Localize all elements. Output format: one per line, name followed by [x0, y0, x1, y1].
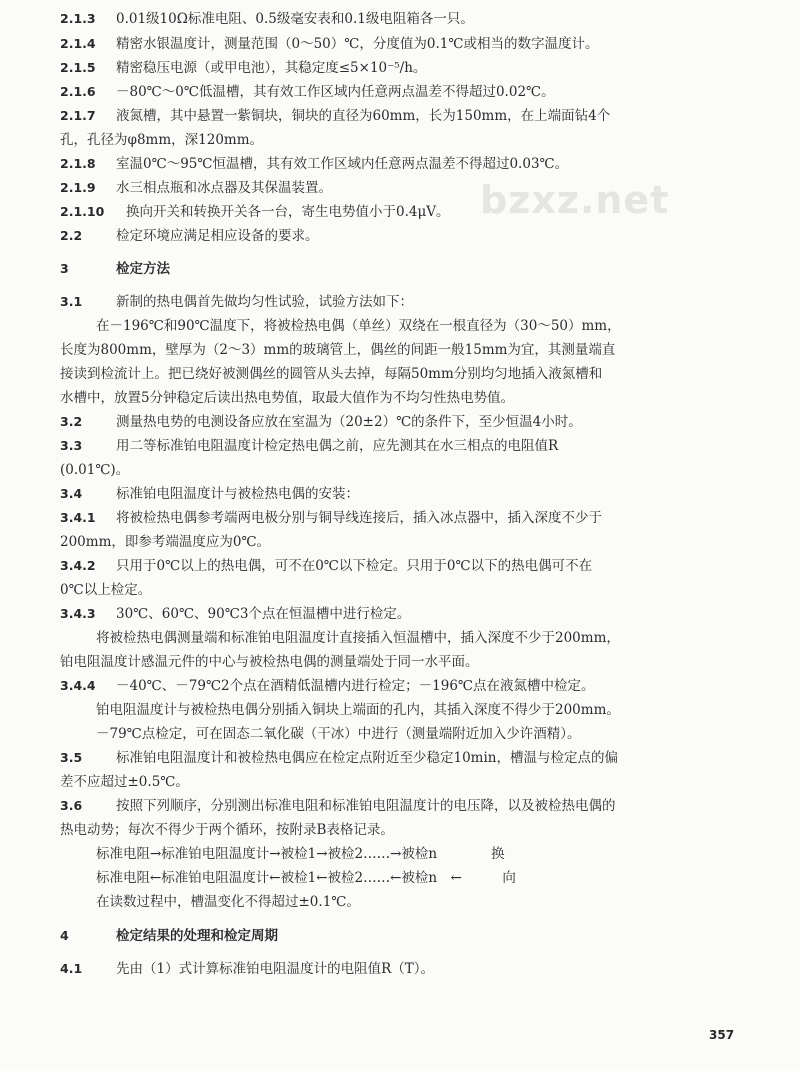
- text-line: [60, 365, 750, 383]
- text-line: [60, 131, 750, 149]
- text-line: [60, 83, 750, 101]
- clause-text: 标准铂电阻温度计与被检热电偶的安装：: [116, 486, 359, 502]
- text-line: [96, 869, 750, 887]
- clause-number: 3.4.1: [60, 510, 96, 525]
- section-heading: 检定结果的处理和检定周期: [116, 928, 278, 944]
- text-line: [96, 845, 750, 863]
- clause-text: 200mm，即参考端温度应为0℃。: [60, 534, 271, 550]
- clause-text: 接读到检流计上。把已绕好被测偶丝的圆管从头去掉，每隔50mm分别均匀地插入液氮槽和: [60, 366, 603, 382]
- text-line: [60, 653, 750, 671]
- clause-number: 2.1.5: [60, 60, 96, 75]
- text-line: [60, 10, 750, 28]
- clause-number: 2.1.7: [60, 108, 96, 123]
- watermark: bzxz.net: [480, 178, 670, 222]
- text-line: [60, 927, 750, 945]
- text-line: [60, 821, 750, 839]
- clause-text: 检定环境应满足相应设备的要求。: [116, 228, 319, 244]
- clause-text: 铂电阻温度计与被检热电偶分别插入铜块上端面的孔内，其插入深度不得少于200mm。: [96, 702, 620, 718]
- text-line: [60, 389, 750, 407]
- clause-text: －40℃、－79℃2个点在酒精低温槽内进行检定；－196℃点在液氮槽中检定。: [116, 678, 595, 694]
- clause-text: 30℃、60℃、90℃3个点在恒温槽中进行检定。: [116, 606, 411, 622]
- text-line: [60, 107, 750, 125]
- clause-text: 在读数过程中，槽温变化不得超过±0.1℃。: [96, 894, 360, 910]
- text-line: [60, 677, 750, 695]
- clause-text: 用二等标准铂电阻温度计检定热电偶之前，应先测其在水三相点的电阻值R: [116, 438, 559, 454]
- clause-text: 将被检热电偶参考端两电极分别与铜导线连接后，插入冰点器中，插入深度不少于: [116, 510, 602, 526]
- clause-text: 先由（1）式计算标准铂电阻温度计的电阻值R（T）。: [116, 961, 435, 977]
- clause-text: 液氮槽，其中悬置一紫铜块，铜块的直径为60mm，长为150mm，在上端面钻4个: [116, 108, 611, 124]
- clause-text: 水三相点瓶和冰点器及其保温装置。: [116, 180, 332, 196]
- section-heading: 检定方法: [116, 261, 170, 277]
- text-line: [96, 725, 750, 743]
- clause-text: 孔，孔径为φ8mm，深120mm。: [60, 132, 264, 148]
- text-line: [60, 461, 750, 479]
- clause-text: 按照下列顺序，分别测出标准电阻和标准铂电阻温度计的电压降，以及被检热电偶的: [116, 798, 616, 814]
- text-line: [60, 557, 750, 575]
- text-line: [60, 59, 750, 77]
- text-line: [60, 509, 750, 527]
- text-line: [60, 203, 750, 221]
- text-line: [60, 293, 750, 311]
- clause-text: 铂电阻温度计感温元件的中心与被检热电偶的测量端处于同一水平面。: [60, 654, 479, 670]
- clause-text: －79℃点检定，可在固态二氧化碳（干冰）中进行（测量端附近加入少许酒精）。: [96, 726, 581, 742]
- clause-number: 4.1: [60, 961, 83, 976]
- clause-text: －80℃～0℃低温槽，其有效工作区域内任意两点温差不得超过0.02℃。: [116, 84, 555, 100]
- clause-text: 只用于0℃以上的热电偶，可不在0℃以下检定。只用于0℃以下的热电偶可不在: [116, 558, 593, 574]
- clause-number: 2.1.4: [60, 36, 96, 51]
- clause-number: 3.4.2: [60, 558, 96, 573]
- clause-text: 新制的热电偶首先做均匀性试验，试验方法如下：: [116, 294, 413, 310]
- clause-text: 水槽中，放置5分钟稳定后读出热电势值，取最大值作为不均匀性热电势值。: [60, 390, 515, 406]
- text-line: [96, 317, 750, 335]
- clause-text: 0℃以上检定。: [60, 582, 152, 598]
- clause-number: 3.4.4: [60, 678, 96, 693]
- clause-text: 精密稳压电源（或甲电池），其稳定度≤5×10⁻⁵/h。: [116, 60, 427, 76]
- text-line: [60, 437, 750, 455]
- clause-number: 3.2: [60, 414, 83, 429]
- clause-text: 在－196℃和90℃温度下，将被检热电偶（单丝）双绕在一根直径为（30～50）mm，: [96, 318, 621, 334]
- clause-text: 标准电阻←标准铂电阻温度计←被检1←被检2……←被检n ← 向: [96, 870, 516, 886]
- clause-text: 热电动势；每次不得少于两个循环，按附录B表格记录。: [60, 822, 394, 838]
- clause-number: 3.1: [60, 294, 83, 309]
- clause-number: 2.1.8: [60, 156, 96, 171]
- clause-number: 2.1.6: [60, 84, 96, 99]
- clause-text: 测量热电势的电测设备应放在室温为（20±2）℃的条件下，至少恒温4小时。: [116, 414, 582, 430]
- text-line: [60, 533, 750, 551]
- text-line: [96, 629, 750, 647]
- clause-text: 差不应超过±0.5℃。: [60, 774, 189, 790]
- clause-number: 3.4: [60, 486, 83, 501]
- page-number: 357: [709, 1028, 735, 1042]
- clause-number: 2.1.3: [60, 11, 96, 26]
- text-line: [60, 485, 750, 503]
- clause-text: 精密水银温度计，测量范围（0～50）℃，分度值为0.1℃或相当的数字温度计。: [116, 36, 599, 52]
- clause-number: 4: [60, 928, 69, 943]
- text-line: [96, 893, 750, 911]
- clause-text: 0.01级10Ω标准电阻、0.5级毫安表和0.1级电阻箱各一只。: [116, 11, 474, 27]
- clause-number: 3.4.3: [60, 606, 96, 621]
- text-line: [60, 260, 750, 278]
- clause-text: 标准铂电阻温度计和被检热电偶应在检定点附近至少稳定10min，槽温与检定点的偏: [116, 750, 618, 766]
- clause-text: 标准电阻→标准铂电阻温度计→被检1→被检2……→被检n 换: [96, 846, 505, 862]
- clause-number: 2.1.10: [60, 204, 105, 219]
- clause-number: 2.2: [60, 228, 83, 243]
- clause-number: 3.3: [60, 438, 83, 453]
- text-line: [60, 341, 750, 359]
- text-line: [60, 413, 750, 431]
- text-line: [60, 155, 750, 173]
- clause-text: (0.01℃)。: [60, 462, 130, 478]
- text-line: [60, 749, 750, 767]
- clause-text: 将被检热电偶测量端和标准铂电阻温度计直接插入恒温槽中，插入深度不少于200mm，: [96, 630, 620, 646]
- text-line: [60, 797, 750, 815]
- clause-number: 2.1.9: [60, 180, 96, 195]
- clause-number: 3.5: [60, 750, 83, 765]
- clause-number: 3: [60, 261, 69, 276]
- text-line: [96, 701, 750, 719]
- clause-text: 长度为800mm，壁厚为（2～3）mm的玻璃管上，偶丝的间距一般15mm为宜，其测量端直: [60, 342, 616, 358]
- text-line: [60, 179, 750, 197]
- text-line: [60, 35, 750, 53]
- text-line: [60, 581, 750, 599]
- text-line: [60, 773, 750, 791]
- text-line: [60, 227, 750, 245]
- clause-text: 室温0℃～95℃恒温槽，其有效工作区域内任意两点温差不得超过0.03℃。: [116, 156, 569, 172]
- clause-text: 换向开关和转换开关各一台，寄生电势值小于0.4μV。: [126, 204, 450, 220]
- text-line: [60, 605, 750, 623]
- clause-number: 3.6: [60, 798, 83, 813]
- text-line: [60, 960, 750, 978]
